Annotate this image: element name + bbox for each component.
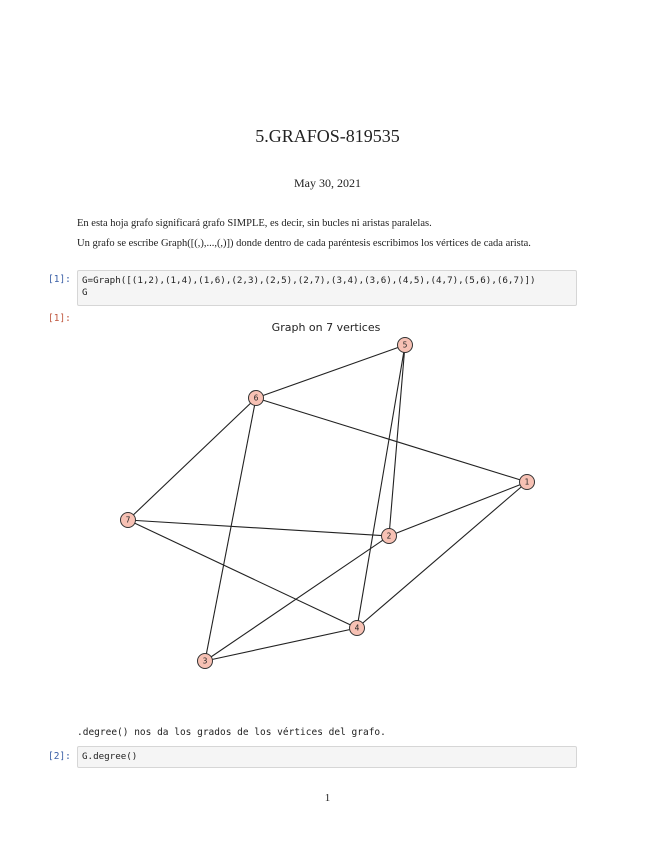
page-number: 1 [324,792,331,804]
edge-2-3 [205,536,389,661]
edge-4-7 [128,520,357,628]
graph-syntax-paragraph: Un grafo se escribe Graph([(,),...,(,)]) donde dentro de cada paréntesis escribimos los vértices de cada arista. [77,238,531,249]
vertex-label: 7 [125,515,131,525]
vertex-4 [350,621,365,636]
output-prompt-1: [1]: [48,313,71,324]
edge-3-4 [205,628,357,661]
input-prompt-2: [2]: [48,751,71,762]
edge-2-7 [128,520,389,536]
vertex-2 [382,529,397,544]
vertex-label: 2 [386,531,392,541]
document-title: 5.GRAFOS-819535 [255,126,400,146]
vertex-1 [520,475,535,490]
intro-paragraph: En esta hoja grafo significará grafo SIMPLE, es decir, sin bucles ni aristas paralelas. [77,218,432,229]
vertex-label: 6 [253,393,259,403]
edge-4-5 [357,345,405,628]
vertex-3 [198,654,213,669]
degree-description: .degree() nos da los grados de los vértices del grafo. [77,727,386,738]
vertex-label: 4 [354,623,360,633]
vertex-label: 5 [402,340,408,350]
edge-5-6 [256,345,405,398]
vertex-label: 3 [202,656,208,666]
edge-6-7 [128,398,256,520]
code-cell-1[interactable]: G=Graph([(1,2),(1,4),(1,6),(2,3),(2,5),(2,7),(3,4),(3,6),(4,5),(4,7),(5,6),(6,7)]) G [77,270,577,306]
edge-1-2 [389,482,527,536]
input-prompt-1: [1]: [48,274,71,285]
code-cell-2[interactable]: G.degree() [77,746,577,768]
vertex-label: 1 [524,477,530,487]
edge-1-4 [357,482,527,628]
graph-title: Graph on 7 vertices [271,321,381,334]
vertex-5 [398,338,413,353]
edge-1-6 [256,398,527,482]
edge-3-6 [205,398,256,661]
document-date: May 30, 2021 [294,176,361,190]
vertex-7 [121,513,136,528]
vertex-6 [249,391,264,406]
